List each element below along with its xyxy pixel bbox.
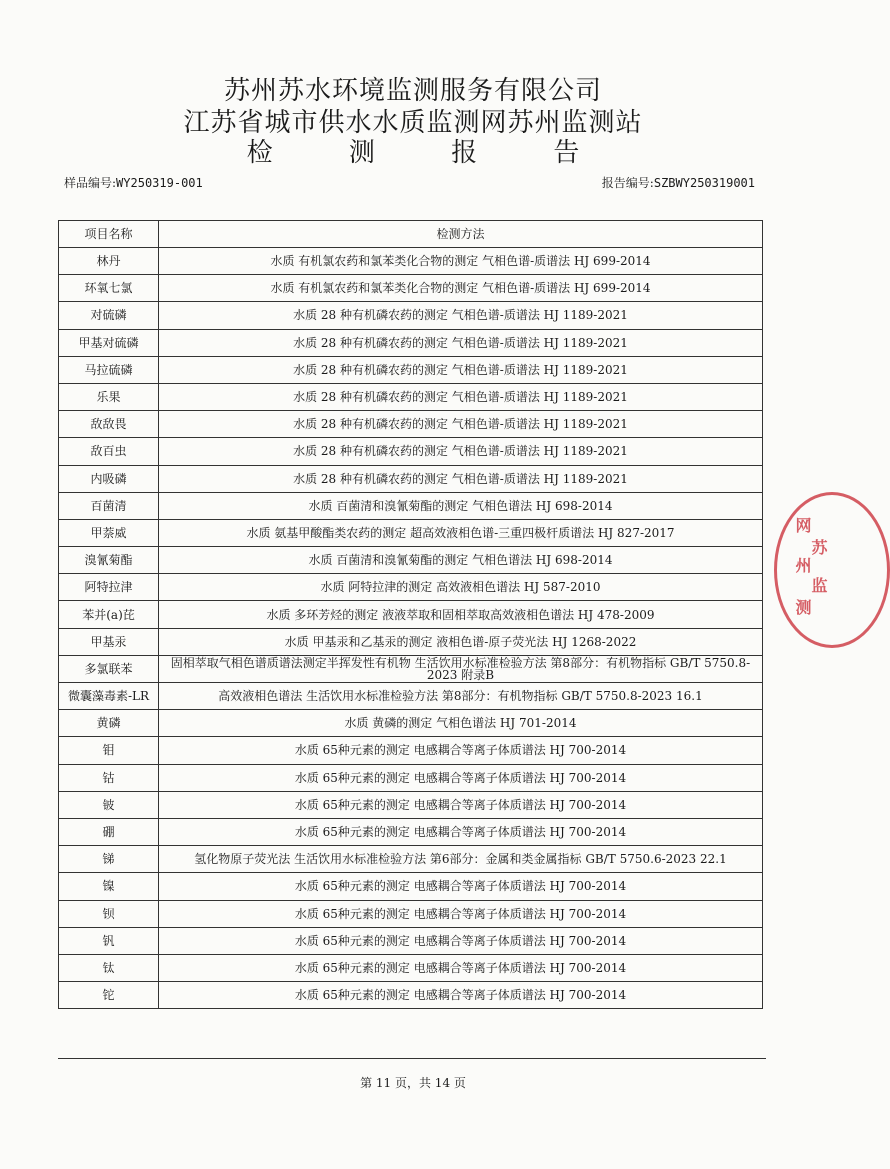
- method-cell: 水质 65种元素的测定 电感耦合等离子体质谱法 HJ 700-2014: [159, 818, 763, 845]
- item-name-cell: 钛: [59, 954, 159, 981]
- table-row: [59, 737, 763, 764]
- item-name-cell: 溴氰菊酯: [59, 547, 159, 574]
- method-cell: 水质 阿特拉津的测定 高效液相色谱法 HJ 587-2010: [159, 574, 763, 601]
- table-row: [59, 302, 763, 329]
- report-number-value: SZBWY250319001: [653, 176, 755, 190]
- item-name-cell: 百菌清: [59, 492, 159, 519]
- table-row: [59, 628, 763, 655]
- table-row: [59, 438, 763, 465]
- sample-number: [64, 174, 203, 191]
- item-name-cell: 乐果: [59, 383, 159, 410]
- red-seal-stamp: [774, 492, 890, 648]
- item-name-cell: 环氧七氯: [59, 275, 159, 302]
- table-row: [59, 683, 763, 710]
- item-name-cell: 钼: [59, 737, 159, 764]
- method-cell: 水质 百菌清和溴氰菊酯的测定 气相色谱法 HJ 698-2014: [159, 492, 763, 519]
- report-number-label: 报告编号:: [601, 176, 654, 190]
- table-row: [59, 710, 763, 737]
- table-row: [59, 982, 763, 1009]
- station-name: 江苏省城市供水水质监测网苏州监测站: [183, 108, 643, 138]
- table-row: [59, 492, 763, 519]
- method-cell: 水质 氨基甲酸酯类农药的测定 超高效液相色谱-三重四极杆质谱法 HJ 827-2017: [159, 519, 763, 546]
- method-cell: 水质 65种元素的测定 电感耦合等离子体质谱法 HJ 700-2014: [159, 982, 763, 1009]
- header-item-name: 项目名称: [59, 221, 159, 248]
- table-row: [59, 356, 763, 383]
- header-method: 检测方法: [159, 221, 763, 248]
- table-row: [59, 818, 763, 845]
- table-row: [59, 873, 763, 900]
- item-name-cell: 敌百虫: [59, 438, 159, 465]
- table-row: [59, 519, 763, 546]
- sample-number-label: 样品编号:: [64, 176, 117, 190]
- table-row: [59, 574, 763, 601]
- table-row: [59, 411, 763, 438]
- table-row: [59, 655, 763, 682]
- item-name-cell: 多氯联苯: [59, 655, 159, 682]
- method-cell: 水质 黄磷的测定 气相色谱法 HJ 701-2014: [159, 710, 763, 737]
- document-title: 检 测 报 告: [246, 138, 614, 168]
- page-number: 第 11 页，共 14 页: [360, 1076, 466, 1090]
- footer-divider: [58, 1058, 766, 1059]
- method-cell: 高效液相色谱法 生活饮用水标准检验方法 第8部分：有机物指标 GB/T 5750.8-2023 16.1: [159, 683, 763, 710]
- table-row: [59, 465, 763, 492]
- item-name-cell: 敌敌畏: [59, 411, 159, 438]
- method-cell: 水质 28 种有机磷农药的测定 气相色谱-质谱法 HJ 1189-2021: [159, 383, 763, 410]
- method-cell: 固相萃取气相色谱质谱法测定半挥发性有机物 生活饮用水标准检验方法 第8部分：有机物指标 GB/T 5750.8-2023 附录B: [159, 655, 763, 682]
- method-cell: 水质 百菌清和溴氰菊酯的测定 气相色谱法 HJ 698-2014: [159, 547, 763, 574]
- seal-char: 测: [793, 599, 812, 615]
- table-row: [59, 248, 763, 275]
- method-cell: 水质 多环芳烃的测定 液液萃取和固相萃取高效液相色谱法 HJ 478-2009: [159, 601, 763, 628]
- item-name-cell: 微囊藻毒素-LR: [59, 683, 159, 710]
- table-row: [59, 764, 763, 791]
- table-row: [59, 846, 763, 873]
- seal-char: 监: [809, 577, 828, 593]
- method-cell: 水质 65种元素的测定 电感耦合等离子体质谱法 HJ 700-2014: [159, 791, 763, 818]
- table-row: [59, 547, 763, 574]
- item-name-cell: 苯并(a)芘: [59, 601, 159, 628]
- method-cell: 水质 有机氯农药和氯苯类化合物的测定 气相色谱-质谱法 HJ 699-2014: [159, 248, 763, 275]
- table-row: [59, 791, 763, 818]
- method-cell: 水质 65种元素的测定 电感耦合等离子体质谱法 HJ 700-2014: [159, 927, 763, 954]
- item-name-cell: 锑: [59, 846, 159, 873]
- method-cell: 水质 甲基汞和乙基汞的测定 液相色谱-原子荧光法 HJ 1268-2022: [159, 628, 763, 655]
- item-name-cell: 钡: [59, 900, 159, 927]
- method-cell: 水质 28 种有机磷农药的测定 气相色谱-质谱法 HJ 1189-2021: [159, 329, 763, 356]
- item-name-cell: 甲基对硫磷: [59, 329, 159, 356]
- sample-number-value: WY250319-001: [116, 176, 203, 190]
- method-cell: 水质 28 种有机磷农药的测定 气相色谱-质谱法 HJ 1189-2021: [159, 411, 763, 438]
- item-name-cell: 黄磷: [59, 710, 159, 737]
- table-header-row: [59, 221, 763, 248]
- item-name-cell: 甲基汞: [59, 628, 159, 655]
- item-name-cell: 林丹: [59, 248, 159, 275]
- table-row: [59, 383, 763, 410]
- method-cell: 水质 65种元素的测定 电感耦合等离子体质谱法 HJ 700-2014: [159, 900, 763, 927]
- item-name-cell: 铍: [59, 791, 159, 818]
- method-cell: 水质 65种元素的测定 电感耦合等离子体质谱法 HJ 700-2014: [159, 873, 763, 900]
- item-name-cell: 铊: [59, 982, 159, 1009]
- method-cell: 水质 65种元素的测定 电感耦合等离子体质谱法 HJ 700-2014: [159, 954, 763, 981]
- method-cell: 水质 28 种有机磷农药的测定 气相色谱-质谱法 HJ 1189-2021: [159, 465, 763, 492]
- table-row: [59, 601, 763, 628]
- seal-char: 州: [793, 557, 812, 573]
- methods-table: [58, 220, 763, 1009]
- item-name-cell: 内吸磷: [59, 465, 159, 492]
- item-name-cell: 甲萘威: [59, 519, 159, 546]
- method-cell: 氢化物原子荧光法 生活饮用水标准检验方法 第6部分：金属和类金属指标 GB/T 5750.6-2023 22.1: [159, 846, 763, 873]
- method-cell: 水质 28 种有机磷农药的测定 气相色谱-质谱法 HJ 1189-2021: [159, 356, 763, 383]
- item-name-cell: 对硫磷: [59, 302, 159, 329]
- table-row: [59, 275, 763, 302]
- company-name: 苏州苏水环境监测服务有限公司: [223, 76, 602, 106]
- method-cell: 水质 65种元素的测定 电感耦合等离子体质谱法 HJ 700-2014: [159, 737, 763, 764]
- seal-char: 网: [793, 517, 812, 533]
- item-name-cell: 镍: [59, 873, 159, 900]
- table-row: [59, 927, 763, 954]
- item-name-cell: 钴: [59, 764, 159, 791]
- item-name-cell: 硼: [59, 818, 159, 845]
- method-cell: 水质 65种元素的测定 电感耦合等离子体质谱法 HJ 700-2014: [159, 764, 763, 791]
- method-cell: 水质 有机氯农药和氯苯类化合物的测定 气相色谱-质谱法 HJ 699-2014: [159, 275, 763, 302]
- table-row: [59, 900, 763, 927]
- item-name-cell: 阿特拉津: [59, 574, 159, 601]
- report-number: [602, 174, 755, 191]
- item-name-cell: 马拉硫磷: [59, 356, 159, 383]
- method-cell: 水质 28 种有机磷农药的测定 气相色谱-质谱法 HJ 1189-2021: [159, 302, 763, 329]
- item-name-cell: 钒: [59, 927, 159, 954]
- seal-char: 苏: [809, 539, 828, 555]
- table-row: [59, 329, 763, 356]
- method-cell: 水质 28 种有机磷农药的测定 气相色谱-质谱法 HJ 1189-2021: [159, 438, 763, 465]
- table-row: [59, 954, 763, 981]
